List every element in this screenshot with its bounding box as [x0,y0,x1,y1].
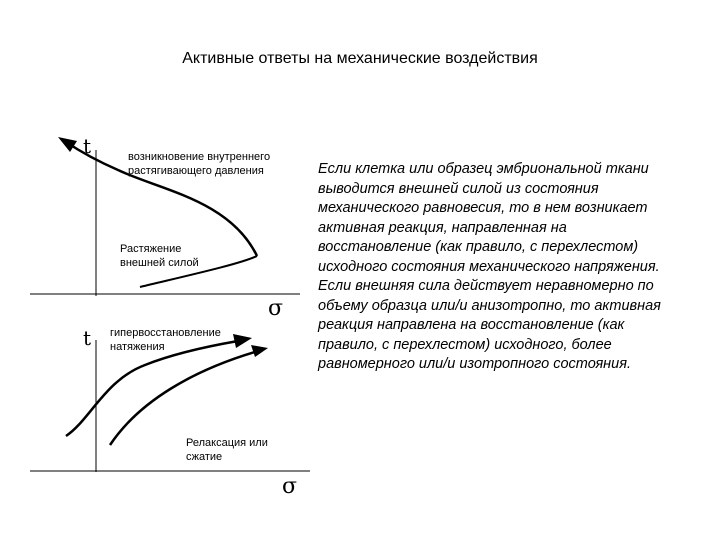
bottom-graph-relaxation-curve [110,352,255,445]
description-line: выводится внешней силой из состояния [318,180,599,197]
bottom-graph-overshoot-arrowhead [233,334,252,348]
top-graph-arrowhead [58,137,77,152]
description-line: равномерного или/и изотропного состояния. [318,356,632,372]
description-line: реакция направлена на восстановление (как [318,317,625,333]
bottom-graph-relaxation-arrowhead [251,345,268,357]
description-line: исходного состояния механического напряжения. [318,258,660,275]
top-graph-upper-label: возникновение внутреннего растягивающего давления [128,151,271,177]
bottom-graph-upper-label: гипервосстановление натяжения [110,327,221,353]
top-graph-lower-label: Растяжение внешней силой [120,243,199,269]
bottom-graph-x-axis-label: σ [282,474,298,499]
description-line: Если внешняя сила действует неравномерно по [318,278,654,294]
description-text [318,160,698,375]
description-line: механического равновесия, то в нем возникает [318,200,648,216]
top-graph-x-axis-label: σ [268,296,284,321]
top-graph-y-axis-label: t [83,134,92,158]
description-line: объему образца или/и анизотропно, то активная [318,297,661,314]
description-line: восстановление (как правило, с перехлестом) [318,239,639,255]
page-title: Активные ответы на механические воздействия [182,50,538,67]
description-line: Если клетка или образец эмбриональной ткани [318,161,649,177]
bottom-graph-y-axis-label: t [83,326,92,350]
bottom-graph-lower-label: Релаксация или сжатие [186,437,268,463]
bottom-graph-overshoot-curve [66,341,238,436]
description-line: правило, с перехлестом) исходного, более [318,336,612,353]
description-line: активная реакция, направленная на [318,219,567,236]
